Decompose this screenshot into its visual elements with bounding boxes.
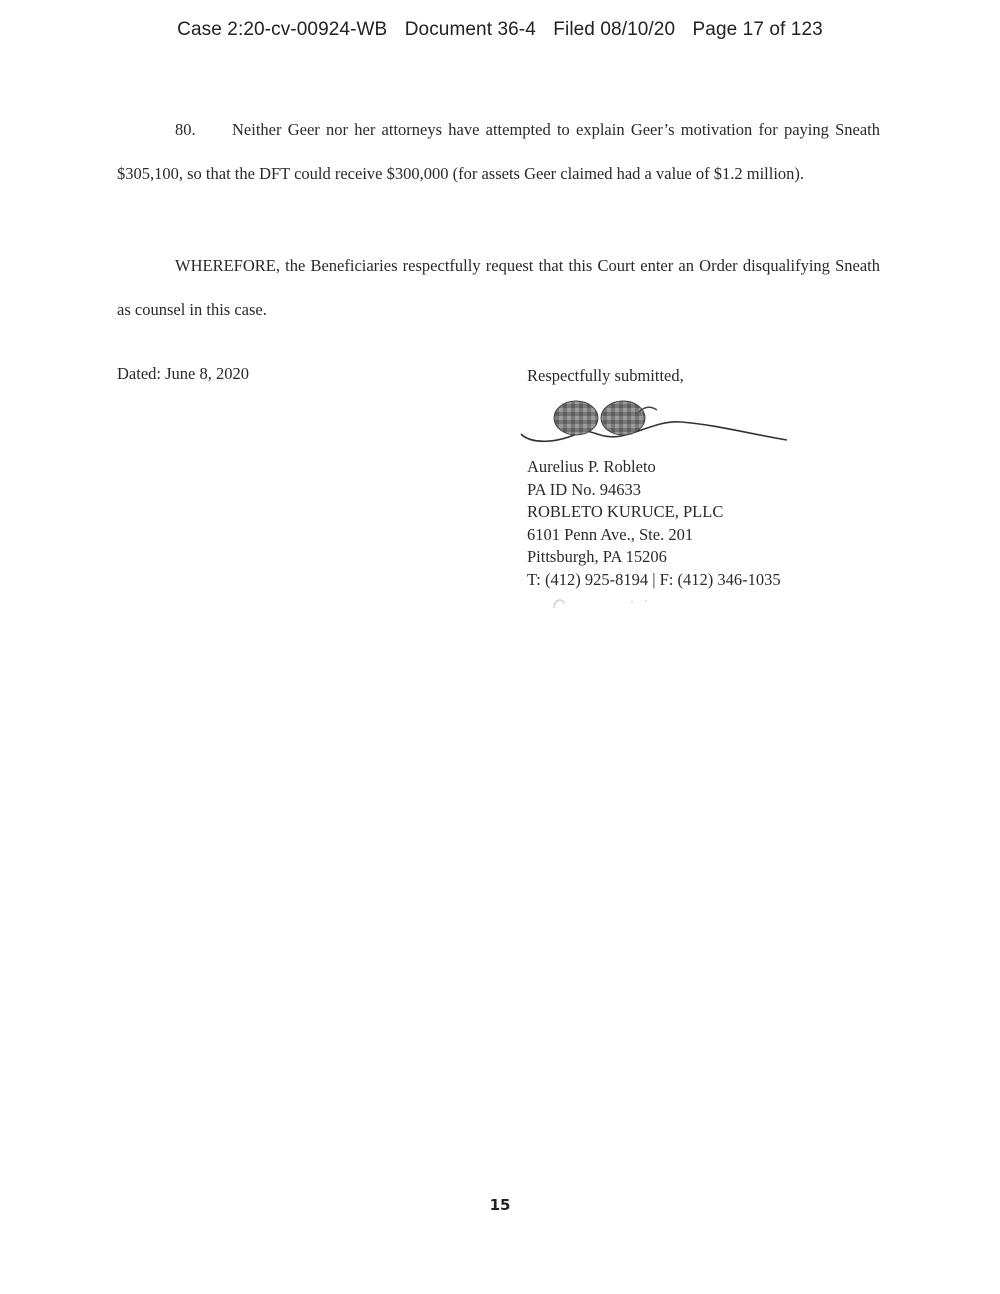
address-line-1: 6101 Penn Ave., Ste. 201 xyxy=(527,524,694,544)
case-number: Case 2:20-cv-00924-WB xyxy=(177,19,388,40)
paragraph-80-text: Neither Geer nor her attorneys have attempted to explain Geer’s motivation for paying Sneath $305,100, so that the DFT could receive $300,000 (for assets Geer claimed had a value of $1.2 million). xyxy=(117,120,880,183)
respectfully-submitted: Respectfully submitted, xyxy=(527,366,684,385)
signature-block xyxy=(527,366,857,592)
filed-date: Filed 08/10/20 xyxy=(553,19,676,40)
wherefore-text: WHEREFORE, the Beneficiaries respectfully request that this Court enter an Order disqualifying Sneath as counsel in this case. xyxy=(117,256,880,319)
page-of-total: Page 17 of 123 xyxy=(692,19,823,40)
signature-details xyxy=(527,456,857,592)
address-line-2: Pittsburgh, PA 15206 xyxy=(527,547,667,567)
phone-fax: T: (412) 925-8194 | F: (412) 346-1035 xyxy=(527,569,781,589)
document-number: Document 36-4 xyxy=(404,19,536,40)
page-number: 15 xyxy=(489,1196,511,1214)
pa-id: PA ID No. 94633 xyxy=(527,479,641,499)
law-firm: ROBLETO KURUCE, PLLC xyxy=(527,502,724,522)
dated-line: Dated: June 8, 2020 xyxy=(117,364,249,383)
attorney-name: Aurelius P. Robleto xyxy=(527,457,656,476)
wherefore-paragraph xyxy=(117,244,880,332)
paragraph-number: 80. xyxy=(175,120,196,139)
scan-artifact-mark xyxy=(548,594,658,610)
signature-image xyxy=(511,392,791,454)
paragraph-80 xyxy=(117,108,880,196)
case-header xyxy=(0,19,1000,41)
